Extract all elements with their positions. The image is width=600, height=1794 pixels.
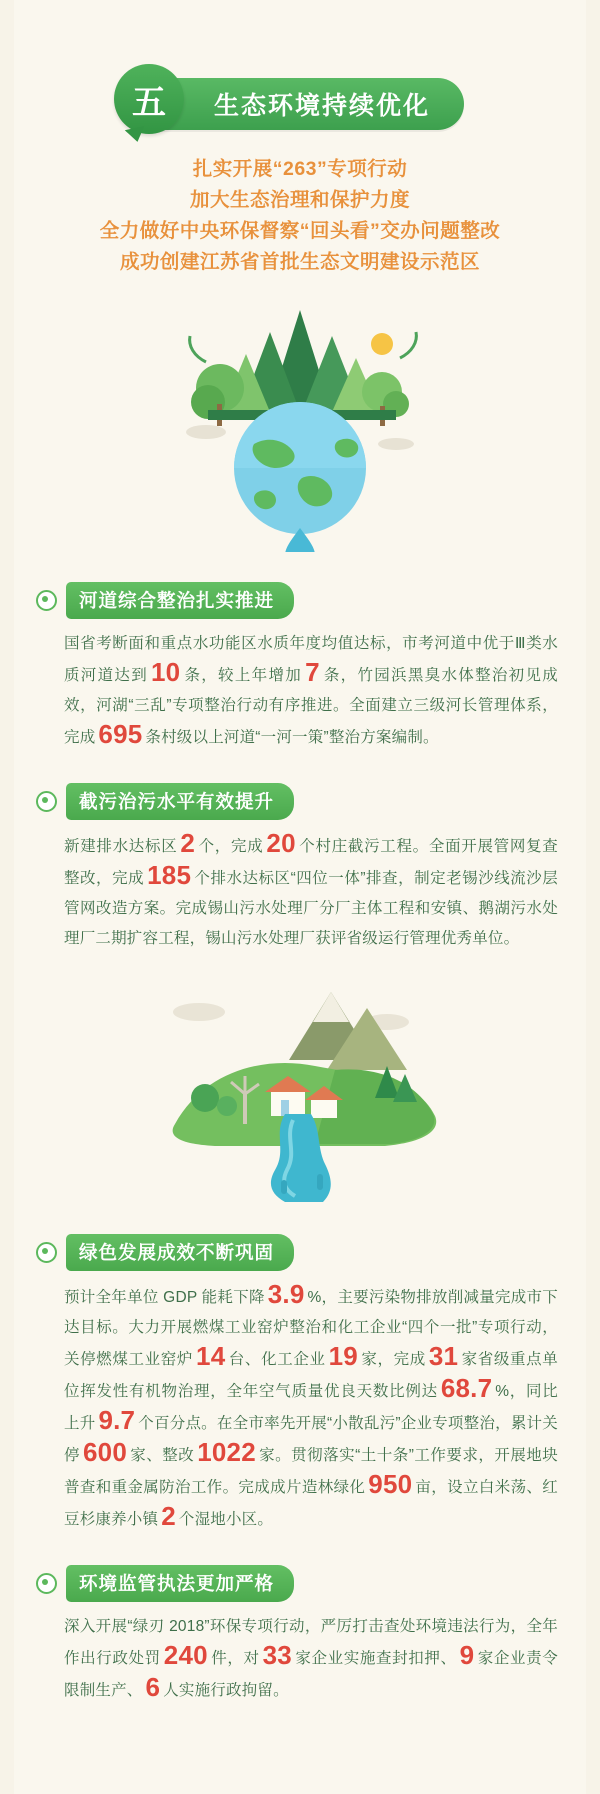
section-number-badge: 五 (114, 64, 184, 134)
text-run: 家，完成 (360, 1351, 426, 1368)
section-1-title: 河道综合整治扎实推进 (66, 582, 294, 619)
stat-value: 14 (196, 1341, 226, 1371)
header-ribbon (131, 78, 464, 130)
stat-value: 3.9 (267, 1279, 305, 1309)
text-run: 个湿地小区。 (178, 1511, 274, 1528)
subtitle-block (36, 154, 564, 278)
text-run: 家企业责令限制生产、 (64, 1650, 558, 1699)
text-run: 个排水达标区“四位一体”排查，制定老锡沙线流沙层管网改造方案。完成锡山污水处理厂分厂主体工程和安镇、鹅湖污水处理厂二期扩容工程，锡山污水处理厂获评省级运行管理优秀单位。 (64, 870, 558, 947)
subtitle-line-1: 扎实开展“263”专项行动 (192, 158, 408, 180)
stat-value: 33 (262, 1640, 292, 1670)
subtitle-line-3: 全力做好中央环保督察“回头看”交办问题整改 (99, 220, 501, 242)
stat-value: 6 (145, 1672, 161, 1702)
text-run: 台、化工企业 (228, 1351, 326, 1368)
section-header (36, 78, 564, 130)
section-2-heading (36, 783, 564, 820)
bullet-icon (36, 1573, 57, 1594)
stat-value: 68.7 (440, 1373, 493, 1403)
village-river-hills-illustration (135, 974, 465, 1204)
subtitle-line-2: 加大生态治理和保护力度 (189, 189, 410, 211)
stat-value: 695 (98, 719, 143, 749)
text-run: 条，竹园浜黑臭水体整治初见成效，河湖“三乱”专项整治行动有序推进。全面建立三级河长管理体系，完成 (64, 667, 558, 746)
stat-value: 31 (428, 1341, 459, 1371)
stat-value: 185 (147, 860, 192, 890)
stat-value: 1022 (197, 1437, 256, 1467)
text-run: 家省级重点单位挥发性有机物治理，全年空气质量优良天数比例达 (64, 1351, 558, 1400)
section-3-title: 绿色发展成效不断巩固 (66, 1234, 294, 1271)
text-run: 家、整改 (129, 1447, 195, 1464)
text-run: 新建排水达标区 (64, 838, 178, 855)
text-run: 预计全年单位 GDP 能耗下降 (64, 1289, 265, 1306)
globe-with-forest-illustration (150, 292, 450, 552)
text-run: %，主要污染物排放削减量完成市下达目标。大力开展燃煤工业窑炉整治和化工企业“四个一批”专项行动，关停燃煤工业窑炉 (64, 1289, 559, 1368)
text-run: 个，完成 (198, 838, 264, 855)
text-run: 人实施行政拘留。 (163, 1682, 289, 1699)
stat-value: 7 (305, 657, 320, 687)
section-3-paragraph (36, 1281, 564, 1535)
bullet-icon (36, 1242, 57, 1263)
text-run: 件，对 (210, 1650, 260, 1667)
section-1-paragraph (36, 629, 564, 753)
stat-value: 950 (368, 1469, 413, 1499)
section-4-title: 环境监管执法更加严格 (66, 1565, 294, 1602)
stat-value: 19 (328, 1341, 358, 1371)
poster-content (0, 78, 600, 1746)
section-3-heading (36, 1234, 564, 1271)
bullet-icon (36, 791, 57, 812)
section-4-paragraph (36, 1612, 564, 1746)
text-run: 条，较上年增加 (183, 667, 303, 684)
text-run: 个百分点。在全市率先开展“小散乱污”企业专项整治，累计关停 (64, 1415, 558, 1464)
text-run: 家企业实施查封扣押、 (294, 1650, 457, 1667)
stat-value: 9.7 (98, 1405, 136, 1435)
section-2-paragraph (36, 830, 564, 954)
stat-value: 600 (83, 1437, 127, 1467)
stat-value: 9 (459, 1640, 475, 1670)
section-4-heading (36, 1565, 564, 1602)
subtitle-line-4: 成功创建江苏省首批生态文明建设示范区 (119, 251, 480, 273)
section-1-heading (36, 582, 564, 619)
text-run: 亩，设立白米荡、红豆杉康养小镇 (64, 1479, 558, 1528)
stat-value: 20 (266, 828, 296, 858)
section-2-title: 截污治污水平有效提升 (66, 783, 294, 820)
text-run: 深入开展“绿刃 2018”环保专项行动，严厉打击查处环境违法行为，全年作出行政处罚 (64, 1618, 558, 1667)
stat-value: 240 (163, 1640, 208, 1670)
text-run: 家。贯彻落实“土十条”工作要求，开展地块普查和重金属防治工作。完成成片造林绿化 (64, 1447, 558, 1496)
stat-value: 2 (180, 828, 196, 858)
text-run: 国省考断面和重点水功能区水质年度均值达标，市考河道中优于Ⅲ类水质河道达到 (64, 635, 558, 684)
text-run: 条村级以上河道“一河一策”整治方案编制。 (145, 729, 439, 746)
text-run: %，同比上升 (64, 1383, 558, 1432)
stat-value: 2 (161, 1501, 176, 1531)
stat-value: 10 (151, 657, 181, 687)
page-title: 生态环境持续优化 (213, 92, 430, 120)
text-run: 个村庄截污工程。全面开展管网复查整改，完成 (64, 838, 558, 887)
bullet-icon (36, 590, 57, 611)
